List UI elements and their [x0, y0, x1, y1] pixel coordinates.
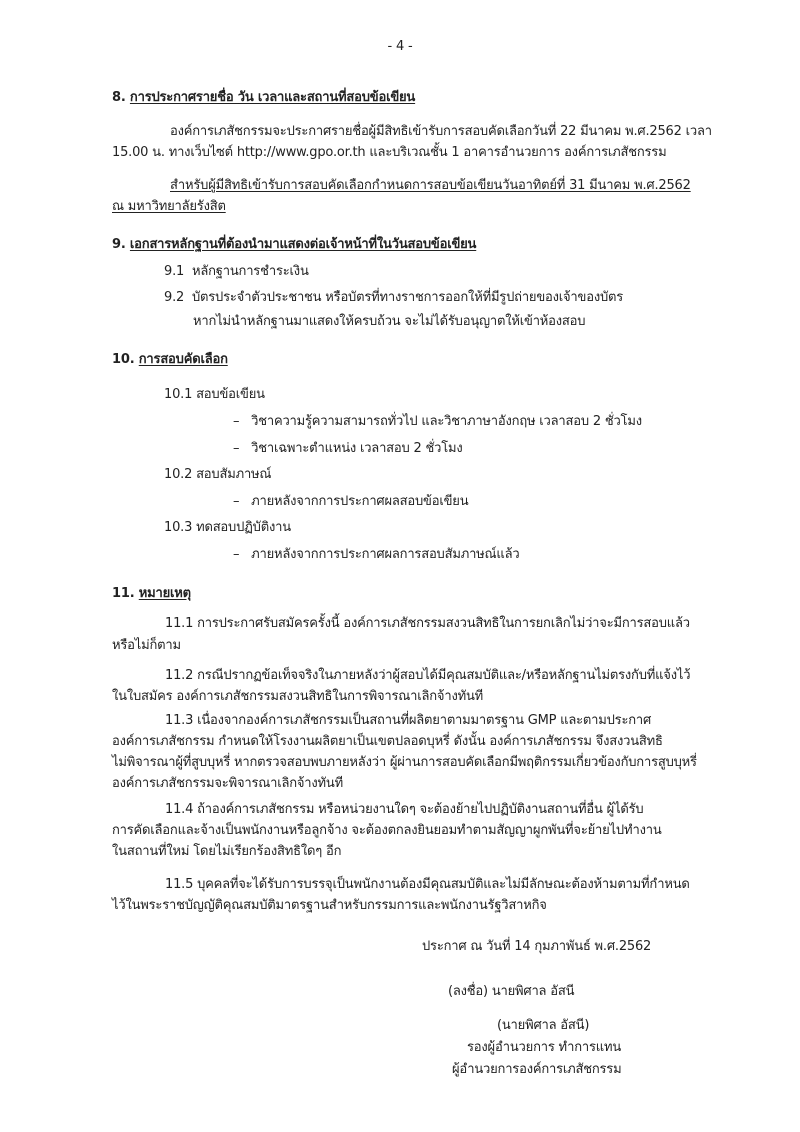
note-line: หรือไม่ก็ตาม — [112, 638, 181, 653]
bullet-item — [233, 440, 463, 458]
bullet-item — [233, 413, 642, 431]
note-line: 11.3 เนื่องจากองค์การเภสัชกรรมเป็นสถานที่ผลิตยาตามมาตรฐาน GMP และตามประกาศ — [165, 713, 652, 728]
section-number: 11. — [112, 586, 135, 601]
bullet-text: ภายหลังจากการประกาศผลสอบข้อเขียน — [251, 494, 469, 509]
section-number: 8. — [112, 90, 126, 105]
note-line: ไม่พิจารณาผู้ที่สูบบุหรี่ หากตรวจสอบพบภายหลังว่า ผู้ผ่านการสอบคัดเลือกมีพฤติกรรมเกี่ยวข้องกับการสูบบุหรี่ — [112, 755, 697, 770]
dash-bullet: – — [233, 547, 240, 562]
paragraph-line: องค์การเภสัชกรรมจะประกาศรายชื่อผู้มีสิทธิเข้ารับการสอบคัดเลือกวันที่ 22 มีนาคม พ.ศ.2562 เวลา — [170, 124, 712, 139]
note-line: การคัดเลือกและจ้างเป็นพนักงานหรือลูกจ้าง จะต้องตกลงยินยอมทำตามสัญญาผูกพันที่จะย้ายไปทำงาน — [112, 823, 662, 838]
dash-bullet: – — [233, 494, 240, 509]
item-text: บัตรประจำตัวประชาชน หรือบัตรที่ทางราชการออกให้ที่มีรูปถ่ายของเจ้าของบัตร — [191, 290, 624, 305]
note-line: 11.2 กรณีปรากฏข้อเท็จจริงในภายหลังว่าผู้สอบได้มีคุณสมบัติและ/หรือหลักฐานไม่ตรงกับที่แจ้งไว้ — [165, 668, 691, 683]
item-text: หลักฐานการชำระเงิน — [191, 264, 309, 279]
note-line: 11.4 ถ้าองค์การเภสัชกรรม หรือหน่วยงานใดๆ จะต้องย้ายไปปฏิบัติงานสถานที่อื่น ผู้ได้รับ — [165, 802, 644, 817]
signer-position: รองผู้อำนวยการ ทำการแทน — [467, 1040, 622, 1055]
bullet-text: วิชาเฉพาะตำแหน่ง เวลาสอบ 2 ชั่วโมง — [251, 441, 463, 456]
page-number: - 4 - — [387, 39, 413, 54]
section-title: การประกาศรายชื่อ วัน เวลาและสถานที่สอบข้อเขียน — [129, 90, 416, 105]
bullet-text: วิชาความรู้ความสามารถทั่วไป และวิชาภาษาอังกฤษ เวลาสอบ 2 ชั่วโมง — [251, 414, 642, 429]
subsection-10-3: 10.3 ทดสอบปฏิบัติงาน — [164, 520, 291, 535]
list-item-continuation: หากไม่นำหลักฐานมาแสดงให้ครบถ้วน จะไม่ได้รับอนุญาตให้เข้าห้องสอบ — [193, 314, 586, 329]
section-11-heading — [112, 585, 191, 603]
bullet-text: ภายหลังจากการประกาศผลการสอบสัมภาษณ์แล้ว — [251, 547, 520, 562]
bullet-item — [233, 493, 468, 511]
note-line: องค์การเภสัชกรรม กำหนดให้โรงงานผลิตยาเป็นเขตปลอดบุหรี่ ดังนั้น องค์การเภสัชกรรม จึงสงวนสิทธิ — [112, 734, 663, 749]
bullet-item — [233, 546, 519, 564]
signer-organization: ผู้อำนวยการองค์การเภสัชกรรม — [452, 1062, 622, 1077]
list-item — [164, 289, 623, 307]
signer-name: (นายพิศาล อัสนี) — [497, 1018, 590, 1033]
note-line: องค์การเภสัชกรรมจะพิจารณาเลิกจ้างทันที — [112, 776, 343, 791]
signed-by: (ลงชื่อ) นายพิศาล อัสนี — [448, 984, 575, 999]
dash-bullet: – — [233, 414, 240, 429]
exam-venue: ณ มหาวิทยาลัยรังสิต — [112, 199, 226, 214]
note-line: 11.5 บุคคลที่จะได้รับการบรรจุเป็นพนักงานต้องมีคุณสมบัติและไม่มีลักษณะต้องห้ามตามที่กำหนด — [165, 877, 690, 892]
announcement-date: ประกาศ ณ วันที่ 14 กุมภาพันธ์ พ.ศ.2562 — [422, 939, 652, 954]
note-line: ในสถานที่ใหม่ โดยไม่เรียกร้องสิทธิใดๆ อีก — [112, 844, 342, 859]
dash-bullet: – — [233, 441, 240, 456]
subsection-10-2: 10.2 สอบสัมภาษณ์ — [164, 467, 272, 482]
section-number: 10. — [112, 352, 135, 367]
exam-date-notice: สำหรับผู้มีสิทธิเข้ารับการสอบคัดเลือกกำหนดการสอบข้อเขียนวันอาทิตย์ที่ 31 มีนาคม พ.ศ.2562 — [170, 178, 691, 193]
section-8-heading — [112, 89, 415, 107]
list-item — [164, 263, 309, 281]
item-number: 9.1 — [164, 264, 185, 279]
note-line: ไว้ในพระราชบัญญัติคุณสมบัติมาตรฐานสำหรับกรรมการและพนักงานรัฐวิสาหกิจ — [112, 898, 547, 913]
section-9-heading — [112, 236, 476, 254]
section-title: หมายเหตุ — [138, 586, 191, 601]
section-title: เอกสารหลักฐานที่ต้องนำมาแสดงต่อเจ้าหน้าที่ในวันสอบข้อเขียน — [129, 237, 477, 252]
section-title: การสอบคัดเลือก — [138, 352, 228, 367]
section-10-heading — [112, 351, 228, 369]
note-line: 11.1 การประกาศรับสมัครครั้งนี้ องค์การเภสัชกรรมสงวนสิทธิในการยกเลิกไม่ว่าจะมีการสอบแล้ว — [165, 616, 690, 631]
paragraph-line: 15.00 น. ทางเว็บไซต์ http://www.gpo.or.th และบริเวณชั้น 1 อาคารอำนวยการ องค์การเภสัชกรรม — [112, 145, 667, 160]
note-line: ในใบสมัคร องค์การเภสัชกรรมสงวนสิทธิในการพิจารณาเลิกจ้างทันที — [112, 689, 484, 704]
item-number: 9.2 — [164, 290, 185, 305]
subsection-10-1: 10.1 สอบข้อเขียน — [164, 387, 265, 402]
section-number: 9. — [112, 237, 126, 252]
